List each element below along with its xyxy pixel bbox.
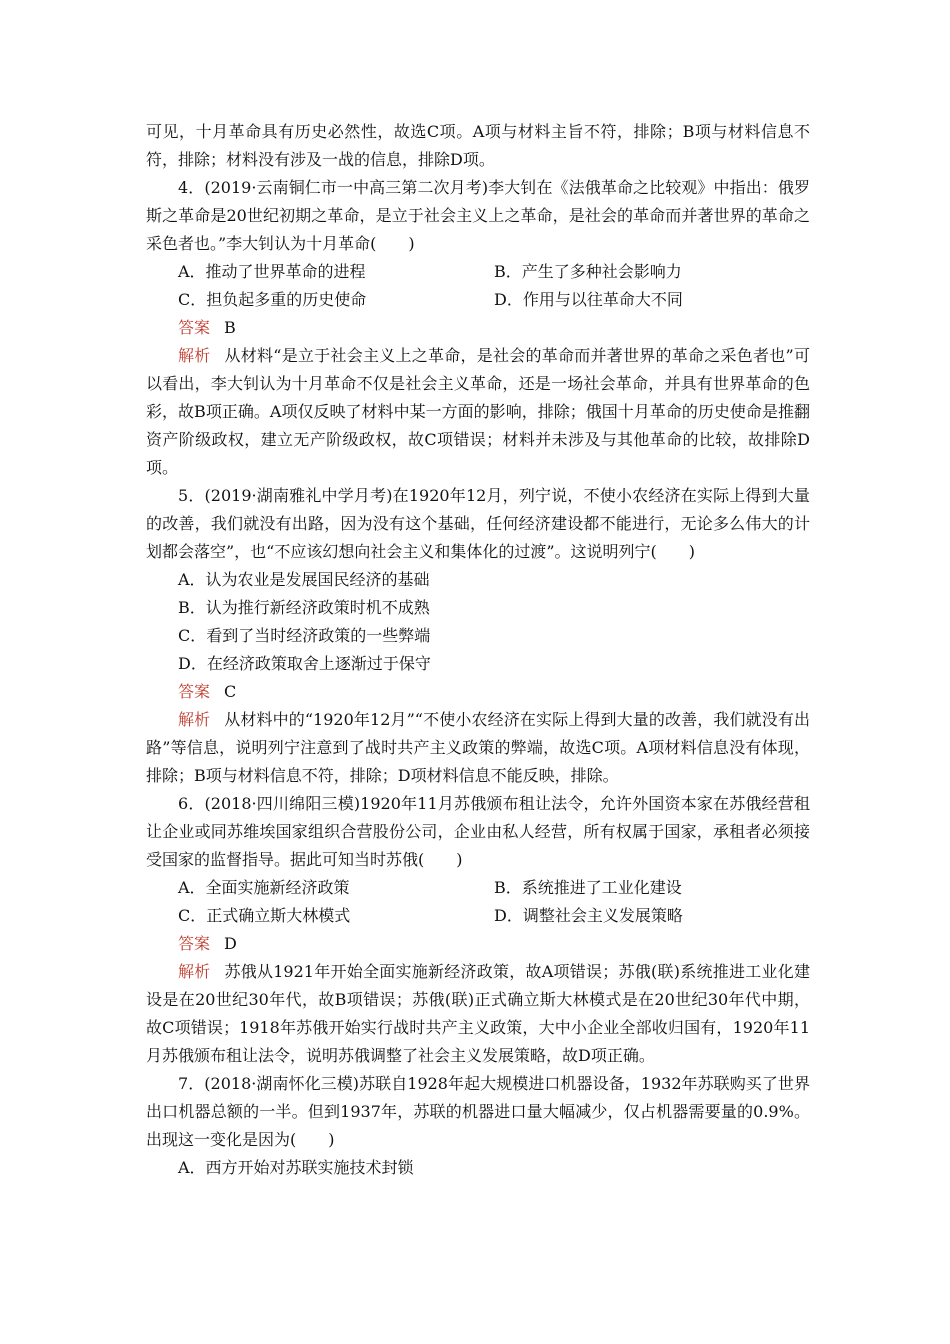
- question-6-stem: 6．(2018·四川绵阳三模)1920年11月苏俄颁布租让法令，允许外国资本家在苏俄经营租让企业或同苏维埃国家组织合营股份公司，企业由私人经营，所有权属于国家，承租者必须接受国家的监督指导。据此可知当时苏俄( ): [146, 794, 810, 869]
- document-page: [146, 118, 810, 1182]
- question-5-option-a: A．认为农业是发展国民经济的基础: [178, 570, 430, 589]
- question-5-stem: 5．(2019·湖南雅礼中学月考)在1920年12月，列宁说，不使小农经济在实际上得到大量的改善，我们就没有出路，因为没有这个基础，任何经济建设都不能进行，无论多么伟大的计划都会落空”，也“不应该幻想向社会主义和集体化的过渡”。这说明列宁( ): [146, 486, 810, 561]
- question-4-answer: [146, 314, 810, 342]
- question-4-options-row-1: [146, 258, 810, 286]
- answer-value: C: [224, 682, 237, 701]
- question-5-option-c: C．看到了当时经济政策的一些弊端: [178, 626, 431, 645]
- question-4-options-row-2: [146, 286, 810, 314]
- question-5-option-d: D．在经济政策取舍上逐渐过于保守: [178, 654, 431, 673]
- question-6-answer: [146, 930, 810, 958]
- question-4-stem: 4．(2019·云南铜仁市一中高三第二次月考)李大钊在《法俄革命之比较观》中指出：俄罗斯之革命是20世纪初期之革命，是立于社会主义上之革命，是社会的革命而并著世界的革命之采色者也。”李大钊认为十月革命( ): [146, 178, 810, 253]
- answer-label: 答案: [178, 682, 211, 701]
- question-5-analysis: [146, 706, 810, 790]
- analysis-text: 苏俄从1921年开始全面实施新经济政策，故A项错误；苏俄(联)系统推进工业化建设是在20世纪30年代，故B项错误；苏俄(联)正式确立斯大林模式是在20世纪30年代中期，故C项错误；1918年苏俄开始实行战时共产主义政策，大中小企业全部收归国有，1920年11月苏俄颁布租让法令，说明苏俄调整了社会主义发展策略，故D项正确。: [146, 962, 810, 1065]
- question-6-options-row-1: [146, 874, 810, 902]
- analysis-label: 解析: [178, 962, 211, 981]
- answer-value: B: [224, 318, 236, 337]
- answer-label: 答案: [178, 934, 211, 953]
- previous-analysis-continuation: 可见，十月革命具有历史必然性，故选C项。A项与材料主旨不符，排除；B项与材料信息不符，排除；材料没有涉及一战的信息，排除D项。: [146, 122, 810, 169]
- question-6-option-d: D．调整社会主义发展策略: [494, 906, 683, 925]
- question-6-option-b: B．系统推进了工业化建设: [494, 878, 682, 897]
- question-4-option-b: B．产生了多种社会影响力: [494, 262, 682, 281]
- question-5-answer: [146, 678, 810, 706]
- question-7-stem: 7．(2018·湖南怀化三模)苏联自1928年起大规模进口机器设备，1932年苏联购买了世界出口机器总额的一半。但到1937年，苏联的机器进口量大幅减少，仅占机器需要量的0.9%。出现这一变化是因为( ): [146, 1074, 810, 1149]
- analysis-text: 从材料中的“1920年12月”“不使小农经济在实际上得到大量的改善，我们就没有出路”等信息，说明列宁注意到了战时共产主义政策的弊端，故选C项。A项材料信息没有体现，排除；B项与材料信息不符，排除；D项材料信息不能反映，排除。: [146, 710, 810, 785]
- analysis-label: 解析: [178, 346, 211, 365]
- question-6-option-a: A．全面实施新经济政策: [178, 878, 350, 897]
- answer-label: 答案: [178, 318, 211, 337]
- question-4-option-a: A．推动了世界革命的进程: [178, 262, 366, 281]
- question-4-option-d: D．作用与以往革命大不同: [494, 290, 683, 309]
- question-5-option-b: B．认为推行新经济政策时机不成熟: [178, 598, 430, 617]
- answer-value: D: [224, 934, 237, 953]
- question-6-option-c: C．正式确立斯大林模式: [178, 906, 351, 925]
- question-4-option-c: C．担负起多重的历史使命: [178, 290, 367, 309]
- question-4-analysis: [146, 342, 810, 482]
- analysis-text: 从材料“是立于社会主义上之革命，是社会的革命而并著世界的革命之采色者也”可以看出，李大钊认为十月革命不仅是社会主义革命，还是一场社会革命，并具有世界革命的色彩，故B项正确。A项仅反映了材料中某一方面的影响，排除；俄国十月革命的历史使命是推翻资产阶级政权，建立无产阶级政权，故C项错误；材料并未涉及与其他革命的比较，故排除D项。: [146, 346, 810, 477]
- question-6-options-row-2: [146, 902, 810, 930]
- question-7-option-a: A．西方开始对苏联实施技术封锁: [178, 1158, 414, 1177]
- analysis-label: 解析: [178, 710, 211, 729]
- question-6-analysis: [146, 958, 810, 1070]
